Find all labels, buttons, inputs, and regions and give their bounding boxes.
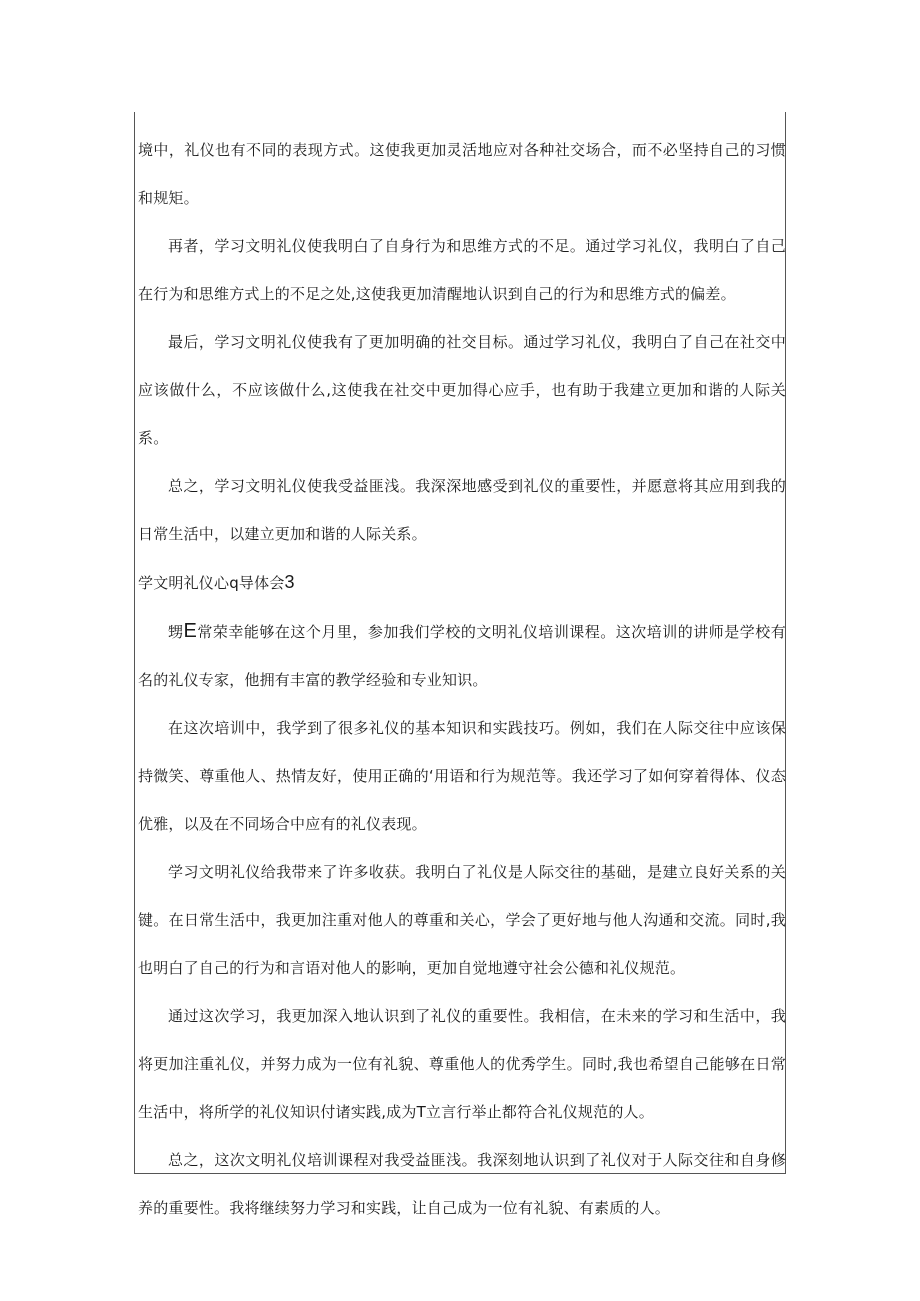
paragraph-understanding: 通过这次学习，我更加深入地认识到了礼仪的重要性。我相信，在未来的学习和生活中，我将更加注重礼仪，并努力成为一位有礼貌、尊重他人的优秀学生。同时,我也希望自己能够在日常生活中，将所学的礼仪知识付诸实践,成为T立言行举止都符合礼仪规范的人。 [138,1007,786,1121]
paragraph-conclusion-2: 总之，这次文明礼仪培训课程对我受益匪浅。我深刻地认识到了礼仪对于人际交往和自身修养的重要性。我将继续努力学习和实践，让自己成为一位有礼貌、有素质的人。 [138,1151,786,1217]
document-body [138,126,786,1232]
intro-lead-char: 甥 [168,623,184,641]
section-heading [138,558,786,607]
intro-rest: 常荣幸能够在这个月里，参加我们学校的文明礼仪培训课程。这次培训的讲师是学校有名的礼仪专家，他拥有丰富的教学经验和专业知识。 [138,623,786,689]
paragraph-gains: 学习文明礼仪给我带来了许多收获。我明白了礼仪是人际交往的基础，是建立良好关系的关键。在日常生活中，我更加注重对他人的尊重和关心，学会了更好地与他人沟通和交流。同时,我也明白了自己的行为和言语对他人的影响，更加自觉地遵守社会公德和礼仪规范。 [138,863,786,977]
paragraph-social-goals: 最后，学习文明礼仪使我有了更加明确的社交目标。通过学习礼仪，我明白了自己在社交中应该做什么，不应该做什么,这使我在社交中更加得心应手，也有助于我建立更加和谐的人际关系。 [138,333,786,447]
paragraph-conclusion-1: 总之，学习文明礼仪使我受益匪浅。我深深地感受到礼仪的重要性，并愿意将其应用到我的日常生活中，以建立更加和谐的人际关系。 [138,477,786,543]
paragraph-self-reflection: 再者，学习文明礼仪使我明白了自身行为和思维方式的不足。通过学习礼仪，我明白了自己在行为和思维方式上的不足之处,这使我更加清醒地认识到自己的行为和思维方式的偏差。 [138,237,786,303]
section-heading-text: 学文明礼仪心q导体会 [138,574,285,592]
paragraph-continued: 境中，礼仪也有不同的表现方式。这使我更加灵活地应对各种社交场合，而不必坚持自己的习惯和规矩。 [138,141,786,207]
paragraph-intro [138,607,786,704]
intro-big-letter: E [183,620,198,642]
paragraph-training-content: 在这次培训中，我学到了很多礼仪的基本知识和实践技巧。例如，我们在人际交往中应该保持微笑、尊重他人、热情友好，使用正确的‘用语和行为规范等。我还学习了如何穿着得体、仪态优雅，以及在不同场合中应有的礼仪表现。 [138,719,786,833]
section-heading-number: 3 [284,572,295,592]
